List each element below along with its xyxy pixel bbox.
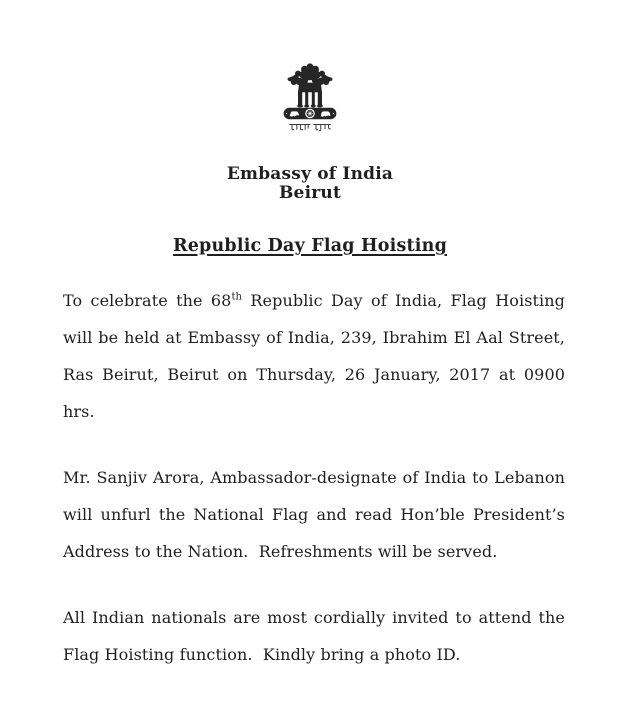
paragraph-text: To celebrate the 68 bbox=[63, 291, 232, 310]
letterhead bbox=[0, 165, 620, 203]
paragraph-text: Republic Day of India, Flag Hoisting will be held at Embassy of India, 239, Ibrahim El Aal Street, Ras Beirut, Beirut on Thursday, 26 January, 2017 at 0900 hrs. bbox=[63, 291, 571, 421]
paragraph-invitation: All Indian nationals are most cordially invited to attend the Flag Hoisting function. Kindly bring a photo ID. bbox=[63, 608, 571, 664]
dharma-chakra-icon bbox=[305, 109, 315, 119]
org-name: Embassy of India bbox=[226, 164, 394, 184]
document-title: Republic Day Flag Hoisting bbox=[172, 236, 448, 256]
org-city: Beirut bbox=[278, 183, 341, 203]
ordinal-superscript: th bbox=[231, 291, 243, 303]
title-row bbox=[0, 236, 620, 256]
india-national-emblem bbox=[274, 57, 346, 137]
motto-script bbox=[290, 125, 331, 131]
paragraph-ambassador: Mr. Sanjiv Arora, Ambassador-designate of India to Lebanon will unfurl the National Flag and read Hon’ble President’s Address to the Nation. Refreshments will be served. bbox=[63, 468, 571, 561]
lion-capital-icon bbox=[274, 57, 346, 137]
document-body bbox=[63, 282, 571, 673]
paragraph-event-details bbox=[63, 282, 571, 430]
